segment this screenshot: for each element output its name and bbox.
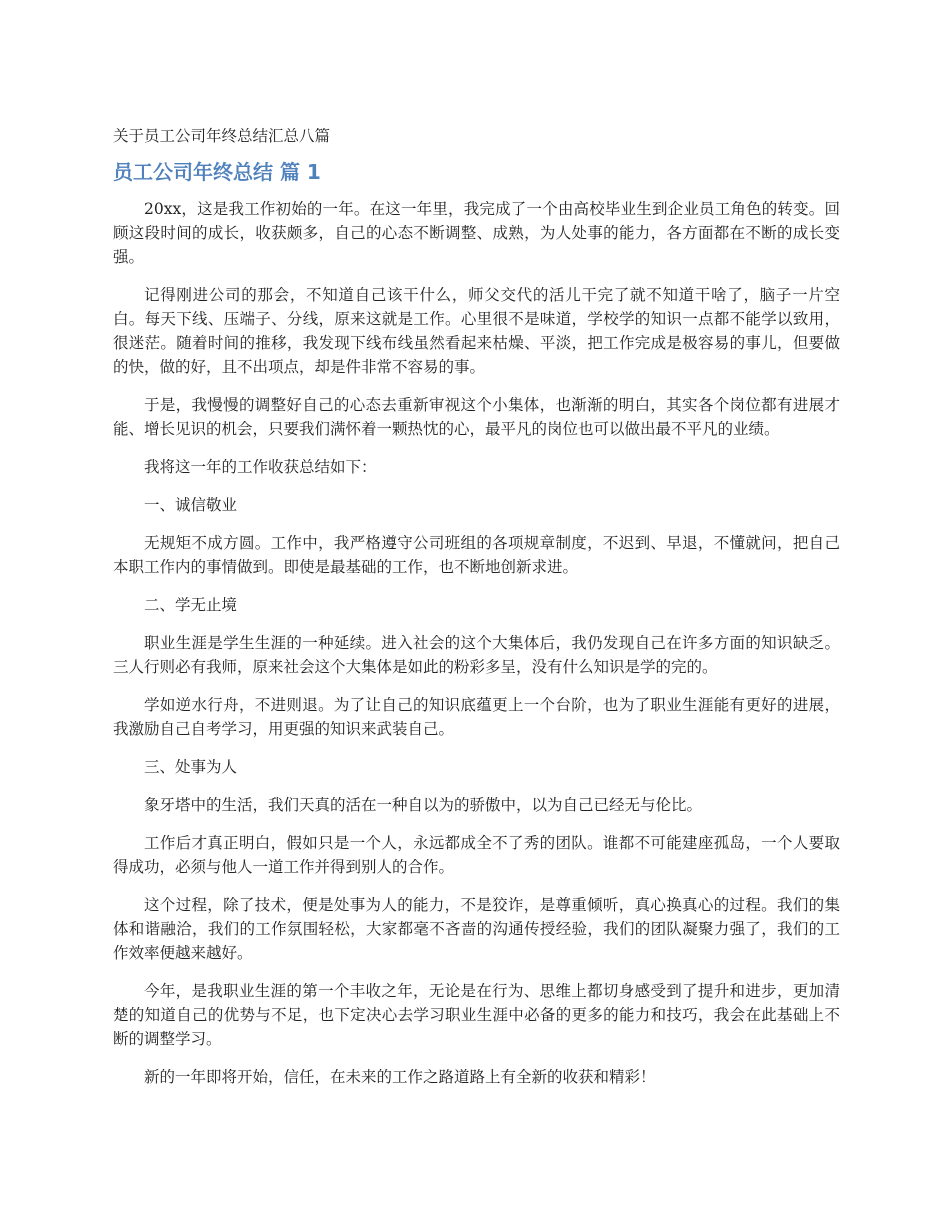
paragraph-10: 这个过程，除了技术，便是处事为人的能力，不是狡诈，是尊重倾听，真心换真心的过程。我们的集体和谐融洽，我们的工作氛围轻松，大家都毫不吝啬的沟通传授经验，我们的团队凝聚力强了，我们的工作效率便越来越好。 bbox=[113, 896, 840, 962]
paragraph-11: 今年，是我职业生涯的第一个丰收之年，无论是在行为、思维上都切身感受到了提升和进步，更加清楚的知道自己的优势与不足，也下定决心去学习职业生涯中必备的更多的能力和技巧，我会在此基础上不断的调整学习。 bbox=[113, 982, 840, 1048]
document-page bbox=[113, 124, 840, 1103]
paragraph-9: 工作后才真正明白，假如只是一个人，永远都成全不了秀的团队。谁都不可能建座孤岛，一个人要取得成功，必须与他人一道工作并得到别人的合作。 bbox=[113, 834, 840, 876]
paragraph-1: 20xx，这是我工作初始的一年。在这一年里，我完成了一个由高校毕业生到企业员工角色的转变。回顾这段时间的成长，收获颇多，自己的心态不断调整、成熟，为人处事的能力，各方面都在不断的成长变强。 bbox=[113, 200, 840, 266]
paragraph-12: 新的一年即将开始，信任，在未来的工作之路道路上有全新的收获和精彩！ bbox=[144, 1068, 656, 1086]
paragraph-7: 学如逆水行舟，不进则退。为了让自己的知识底蕴更上一个台阶，也为了职业生涯能有更好的进展，我激励自己自考学习，用更强的知识来武装自己。 bbox=[113, 696, 840, 738]
paragraph-2: 记得刚进公司的那会，不知道自己该干什么，师父交代的活儿干完了就不知道干啥了，脑子一片空白。每天下线、压端子、分线，原来这就是工作。心里很不是味道，学校学的知识一点都不能学以致用，很迷茫。随着时间的推移，我发现下线布线虽然看起来枯燥、平淡，把工作完成是极容易的事儿，但要做的快，做的好，且不出项点，却是件非常不容易的事。 bbox=[113, 286, 840, 376]
paragraph-6: 职业生涯是学生生涯的一种延续。进入社会的这个大集体后，我仍发现自己在许多方面的知识缺乏。三人行则必有我师，原来社会这个大集体是如此的粉彩多呈，没有什么知识是学的完的。 bbox=[113, 634, 840, 676]
section-heading: 员工公司年终总结 篇 1 bbox=[113, 160, 321, 184]
subheading-2: 二、学无止境 bbox=[144, 596, 238, 614]
paragraph-3: 于是，我慢慢的调整好自己的心态去重新审视这个小集体，也渐渐的明白，其实各个岗位都有进展才能、增长见识的机会，只要我们满怀着一颗热忱的心，最平凡的岗位也可以做出最不平凡的业绩。 bbox=[113, 396, 840, 438]
subheading-3: 三、处事为人 bbox=[144, 758, 238, 776]
subheading-1: 一、诚信敬业 bbox=[144, 496, 238, 514]
document-title: 关于员工公司年终总结汇总八篇 bbox=[113, 127, 331, 145]
paragraph-5: 无规矩不成方圆。工作中，我严格遵守公司班组的各项规章制度，不迟到、早退，不懂就问，把自己本职工作内的事情做到。即使是最基础的工作，也不断地创新求进。 bbox=[113, 534, 840, 576]
paragraph-4: 我将这一年的工作收获总结如下： bbox=[144, 458, 377, 476]
paragraph-8: 象牙塔中的生活，我们天真的活在一种自以为的骄傲中，以为自己已经无与伦比。 bbox=[144, 796, 703, 814]
